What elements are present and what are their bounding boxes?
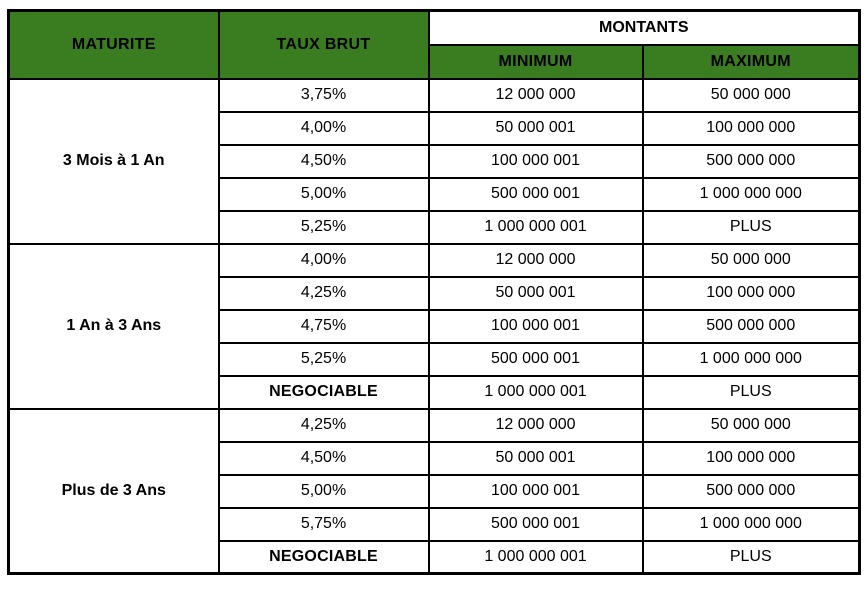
minimum-cell: 500 000 001 bbox=[429, 508, 643, 541]
header-minimum: MINIMUM bbox=[429, 45, 643, 79]
maturity-cell: 3 Mois à 1 An bbox=[9, 79, 219, 244]
maximum-cell: 1 000 000 000 bbox=[643, 508, 860, 541]
minimum-cell: 1 000 000 001 bbox=[429, 211, 643, 244]
taux-brut-cell: 4,50% bbox=[219, 145, 429, 178]
minimum-cell: 50 000 001 bbox=[429, 277, 643, 310]
minimum-cell: 1 000 000 001 bbox=[429, 541, 643, 574]
taux-brut-cell: NEGOCIABLE bbox=[219, 541, 429, 574]
taux-brut-cell: 4,25% bbox=[219, 277, 429, 310]
maximum-cell: 50 000 000 bbox=[643, 79, 860, 112]
header-maturite: MATURITE bbox=[9, 11, 219, 79]
table-body bbox=[9, 79, 860, 574]
maximum-cell: 100 000 000 bbox=[643, 277, 860, 310]
maturity-cell: Plus de 3 Ans bbox=[9, 409, 219, 574]
taux-brut-cell: 4,00% bbox=[219, 244, 429, 277]
header-maximum: MAXIMUM bbox=[643, 45, 860, 79]
taux-brut-cell: 3,75% bbox=[219, 79, 429, 112]
maximum-cell: PLUS bbox=[643, 211, 860, 244]
minimum-cell: 50 000 001 bbox=[429, 442, 643, 475]
minimum-cell: 12 000 000 bbox=[429, 244, 643, 277]
maximum-cell: PLUS bbox=[643, 376, 860, 409]
minimum-cell: 500 000 001 bbox=[429, 178, 643, 211]
minimum-cell: 100 000 001 bbox=[429, 145, 643, 178]
maximum-cell: 50 000 000 bbox=[643, 409, 860, 442]
taux-brut-cell: 4,75% bbox=[219, 310, 429, 343]
maximum-cell: 100 000 000 bbox=[643, 112, 860, 145]
minimum-cell: 50 000 001 bbox=[429, 112, 643, 145]
header-taux-brut: TAUX BRUT bbox=[219, 11, 429, 79]
maximum-cell: PLUS bbox=[643, 541, 860, 574]
rates-table bbox=[7, 9, 861, 575]
minimum-cell: 100 000 001 bbox=[429, 310, 643, 343]
minimum-cell: 500 000 001 bbox=[429, 343, 643, 376]
maximum-cell: 500 000 000 bbox=[643, 310, 860, 343]
maximum-cell: 100 000 000 bbox=[643, 442, 860, 475]
table-row bbox=[9, 409, 860, 442]
taux-brut-cell: 5,25% bbox=[219, 211, 429, 244]
maximum-cell: 1 000 000 000 bbox=[643, 343, 860, 376]
table-header bbox=[9, 11, 860, 79]
taux-brut-cell: NEGOCIABLE bbox=[219, 376, 429, 409]
taux-brut-cell: 4,25% bbox=[219, 409, 429, 442]
maximum-cell: 1 000 000 000 bbox=[643, 178, 860, 211]
maximum-cell: 50 000 000 bbox=[643, 244, 860, 277]
minimum-cell: 12 000 000 bbox=[429, 79, 643, 112]
taux-brut-cell: 5,00% bbox=[219, 178, 429, 211]
taux-brut-cell: 4,00% bbox=[219, 112, 429, 145]
taux-brut-cell: 5,00% bbox=[219, 475, 429, 508]
table-row bbox=[9, 244, 860, 277]
maximum-cell: 500 000 000 bbox=[643, 145, 860, 178]
minimum-cell: 100 000 001 bbox=[429, 475, 643, 508]
taux-brut-cell: 4,50% bbox=[219, 442, 429, 475]
header-row-1 bbox=[9, 11, 860, 45]
header-montants: MONTANTS bbox=[429, 11, 860, 45]
maximum-cell: 500 000 000 bbox=[643, 475, 860, 508]
table-row bbox=[9, 79, 860, 112]
maturity-cell: 1 An à 3 Ans bbox=[9, 244, 219, 409]
minimum-cell: 1 000 000 001 bbox=[429, 376, 643, 409]
minimum-cell: 12 000 000 bbox=[429, 409, 643, 442]
taux-brut-cell: 5,75% bbox=[219, 508, 429, 541]
taux-brut-cell: 5,25% bbox=[219, 343, 429, 376]
